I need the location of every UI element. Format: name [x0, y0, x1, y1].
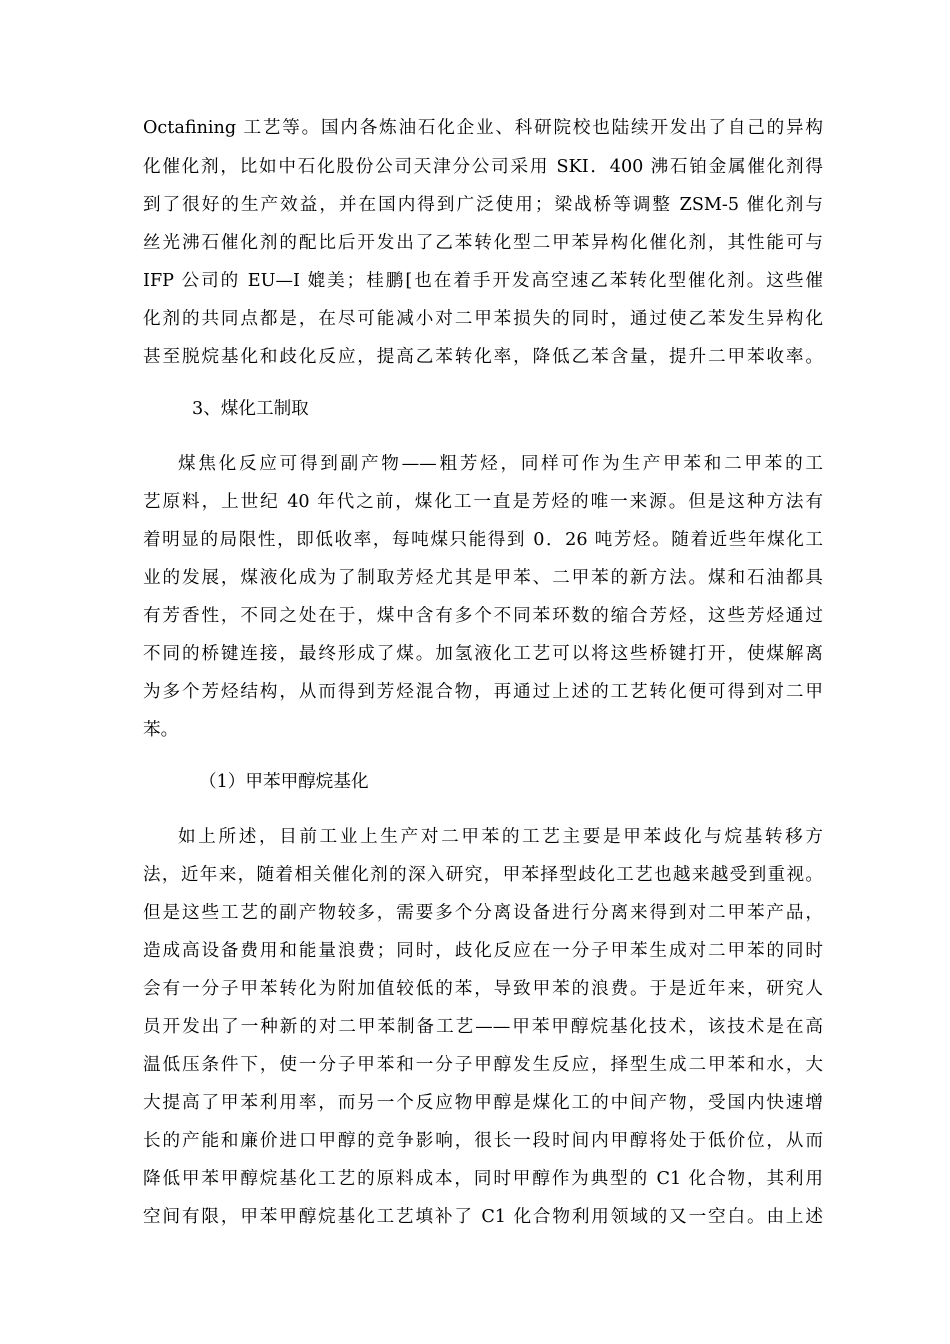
text-line: IFP 公司的 EU—I 媲美；桂鹏[也在着手开发高空速乙苯转化型催化剂。这些催: [143, 271, 823, 291]
subsection-heading-toluene-methanol: （1）甲苯甲醇烷基化: [199, 772, 369, 792]
text-line: 业的发展，煤液化成为了制取芳烃尤其是甲苯、二甲苯的新方法。煤和石油都具: [143, 568, 823, 588]
text-line: 化剂的共同点都是，在尽可能减小对二甲苯损失的同时，通过使乙苯发生异构化: [143, 309, 823, 329]
text-line: 员开发出了一种新的对二甲苯制备工艺——甲苯甲醇烷基化技术，该技术是在高: [143, 1017, 823, 1037]
text-line: 大提高了甲苯利用率，而另一个反应物甲醇是煤化工的中间产物，受国内快速增: [143, 1093, 823, 1113]
text-line: 到了很好的生产效益，并在国内得到广泛使用；梁战桥等调整 ZSM-5 催化剂与: [143, 195, 823, 215]
text-line: 煤焦化反应可得到副产物——粗芳烃，同样可作为生产甲苯和二甲苯的工: [178, 454, 823, 474]
text-line: 如上所述，目前工业上生产对二甲苯的工艺主要是甲苯歧化与烷基转移方: [178, 827, 823, 847]
text-line: 艺原料，上世纪 40 年代之前，煤化工一直是芳烃的唯一来源。但是这种方法有: [143, 492, 823, 512]
text-line: 苯。: [143, 720, 179, 740]
text-line: 但是这些工艺的副产物较多，需要多个分离设备进行分离来得到对二甲苯产品，: [143, 903, 823, 923]
text-line: 化催化剂，比如中石化股份公司天津分公司采用 SKI．400 沸石铂金属催化剂得: [143, 157, 823, 177]
section-heading-coal-chemical: 3、煤化工制取: [192, 399, 309, 419]
text-line: 甚至脱烷基化和歧化反应，提高乙苯转化率，降低乙苯含量，提升二甲苯收率。: [143, 347, 823, 367]
text-line: 丝光沸石催化剂的配比后开发出了乙苯转化型二甲苯异构化催化剂，其性能可与: [143, 233, 823, 253]
text-line: 长的产能和廉价进口甲醇的竞争影响，很长一段时间内甲醇将处于低价位，从而: [143, 1131, 823, 1151]
text-line: 造成高设备费用和能量浪费；同时，歧化反应在一分子甲苯生成对二甲苯的同时: [143, 941, 823, 961]
text-line: 不同的桥键连接，最终形成了煤。加氢液化工艺可以将这些桥键打开，使煤解离: [143, 644, 823, 664]
text-line: 有芳香性，不同之处在于，煤中含有多个不同苯环数的缩合芳烃，这些芳烃通过: [143, 606, 823, 626]
text-line: 温低压条件下，使一分子甲苯和一分子甲醇发生反应，择型生成二甲苯和水，大: [143, 1055, 823, 1075]
text-line: 为多个芳烃结构，从而得到芳烃混合物，再通过上述的工艺转化便可得到对二甲: [143, 682, 823, 702]
text-line: 会有一分子甲苯转化为附加值较低的苯，导致甲苯的浪费。于是近年来，研究人: [143, 979, 823, 999]
text-line: Octafining 工艺等。国内各炼油石化企业、科研院校也陆续开发出了自己的异构: [143, 118, 823, 138]
text-line: 着明显的局限性，即低收率，每吨煤只能得到 0．26 吨芳烃。随着近些年煤化工: [143, 530, 823, 550]
text-line: 空间有限，甲苯甲醇烷基化工艺填补了 C1 化合物利用领域的又一空白。由上述: [143, 1207, 823, 1227]
text-line: 法，近年来，随着相关催化剂的深入研究，甲苯择型歧化工艺也越来越受到重视。: [143, 865, 823, 885]
text-line: 降低甲苯甲醇烷基化工艺的原料成本，同时甲醇作为典型的 C1 化合物，其利用: [143, 1169, 823, 1189]
